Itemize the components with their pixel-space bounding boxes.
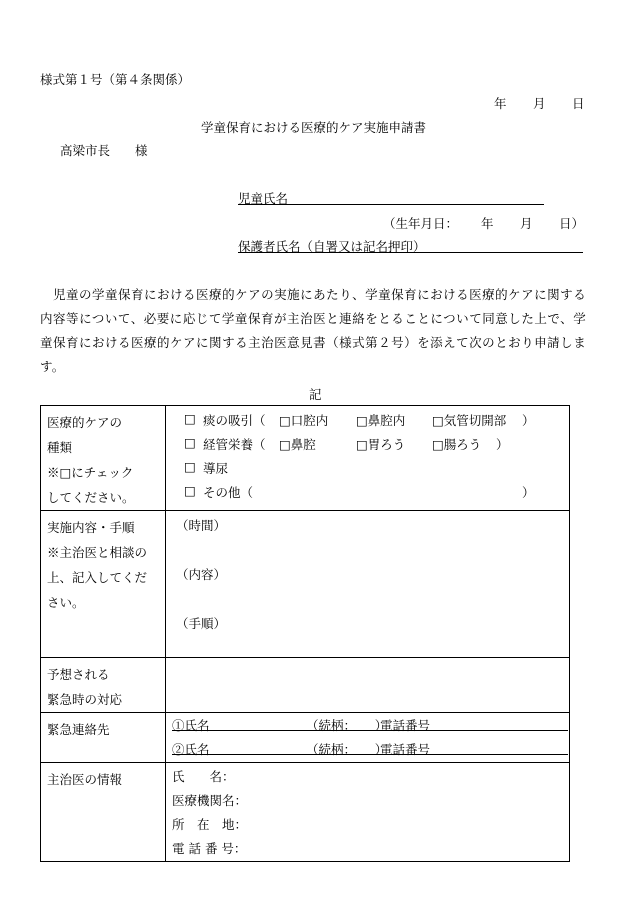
birth-year-label: 年 [481,216,494,231]
checkbox-other[interactable]: □ [184,483,196,498]
doctor-info-label [41,763,166,862]
contact-2-phone[interactable]: 電話番号 [380,742,431,757]
birth-month-label: 月 [520,216,533,231]
date-year-label: 年 [494,96,507,111]
child-name-line [238,204,544,205]
label-line: 種類 [47,440,73,455]
checkbox-tube-feeding[interactable]: □ [184,435,196,450]
label-line: 上、記入してくだ [47,570,148,585]
contact-1-name[interactable]: ①氏名 [172,718,210,733]
guardian-name-label: 保護者氏名（自署又は記名押印） [238,239,426,254]
note-heading: 記 [309,387,322,402]
label-line: 主治医の情報 [47,772,123,787]
date-month-label: 月 [533,96,546,111]
guardian-name-line [238,252,583,253]
option-tube-feeding: 経管栄養（ [203,437,266,452]
doctor-info-field [166,763,570,862]
label-line: さい。 [47,595,85,610]
checkbox-enterostomy[interactable]: □腸ろう [432,437,482,452]
procedure-label: （手順） [176,616,227,631]
emergency-contacts-row [41,713,570,763]
checkbox-nasal-cavity[interactable]: □鼻腔内 [356,413,406,428]
contact-2-line [172,754,568,755]
care-type-row [41,406,570,511]
addressee: 高梁市長 様 [60,143,148,158]
birth-day-label: 日） [559,216,585,231]
content-label: （内容） [176,567,227,582]
label-line: 予想される [47,667,110,682]
emergency-response-label [41,658,166,713]
application-statement: 児童の学童保育における医療的ケアの実施にあたり、学童保育における医療的ケアに関する内容等について、必要に応じて学童保育が主治医と連絡をとることについて同意した上で、学童保育における医療的ケアに関する主治医意見書（様式第２号）を添えて次のとおり申請します。 [40,287,586,374]
doctor-name-field[interactable]: 氏 名： [172,769,235,784]
label-line: 緊急連絡先 [47,722,110,737]
label-line: 医療的ケアの [47,415,123,430]
emergency-response-field[interactable] [166,658,570,713]
label-line: してください。 [47,490,135,505]
option-other: その他（ [203,485,254,500]
contact-1-line [172,730,568,731]
checkbox-nasal[interactable]: □鼻腔 [279,437,316,452]
contact-1-phone[interactable]: 電話番号 [380,718,431,733]
implementation-field[interactable] [166,511,570,658]
checkbox-gastrostomy[interactable]: □胃ろう [356,437,406,452]
contact-2-name[interactable]: ②氏名 [172,742,210,757]
doctor-address-field[interactable]: 所 在 地： [172,817,248,832]
implementation-row [41,511,570,658]
label-line: 実施内容・手順 [47,520,135,535]
date-day-label: 日 [572,96,585,111]
paren-close: ） [522,413,535,428]
contact-2-relation[interactable]: （続柄： ） [306,742,388,757]
implementation-label [41,511,166,658]
child-name-label: 児童氏名 [238,191,289,206]
form-number: 様式第１号（第４条関係） [40,72,191,87]
paren-close: ） [496,437,509,452]
label-line: 緊急時の対応 [47,692,123,707]
doctor-info-row [41,763,570,862]
checkbox-catheterization[interactable]: □ [184,459,196,474]
document-title: 学童保育における医療的ケア実施申請書 [201,120,427,135]
emergency-contacts-field [166,713,570,763]
contact-1-relation[interactable]: （続柄： ） [306,718,388,733]
doctor-phone-field[interactable]: 電 話 番 号： [172,841,247,856]
time-label: （時間） [176,518,227,533]
doctor-institution-field[interactable]: 医療機関名： [172,793,248,808]
option-catheterization: 導尿 [203,461,229,476]
care-type-label [41,406,166,511]
label-line: ※主治医と相談の [47,545,148,560]
emergency-contacts-label [41,713,166,763]
emergency-response-row [41,658,570,713]
label-line: ※□にチェック [47,465,134,480]
birth-label: （生年月日： [383,216,459,231]
checkbox-oral-cavity[interactable]: □口腔内 [279,413,329,428]
option-suction: 痰の吸引（ [203,413,266,428]
care-type-options [166,406,570,511]
application-form-table [40,405,570,862]
paren-close: ） [522,485,535,500]
checkbox-tracheostomy[interactable]: □気管切開部 [432,413,507,428]
checkbox-suction[interactable]: □ [184,411,196,426]
